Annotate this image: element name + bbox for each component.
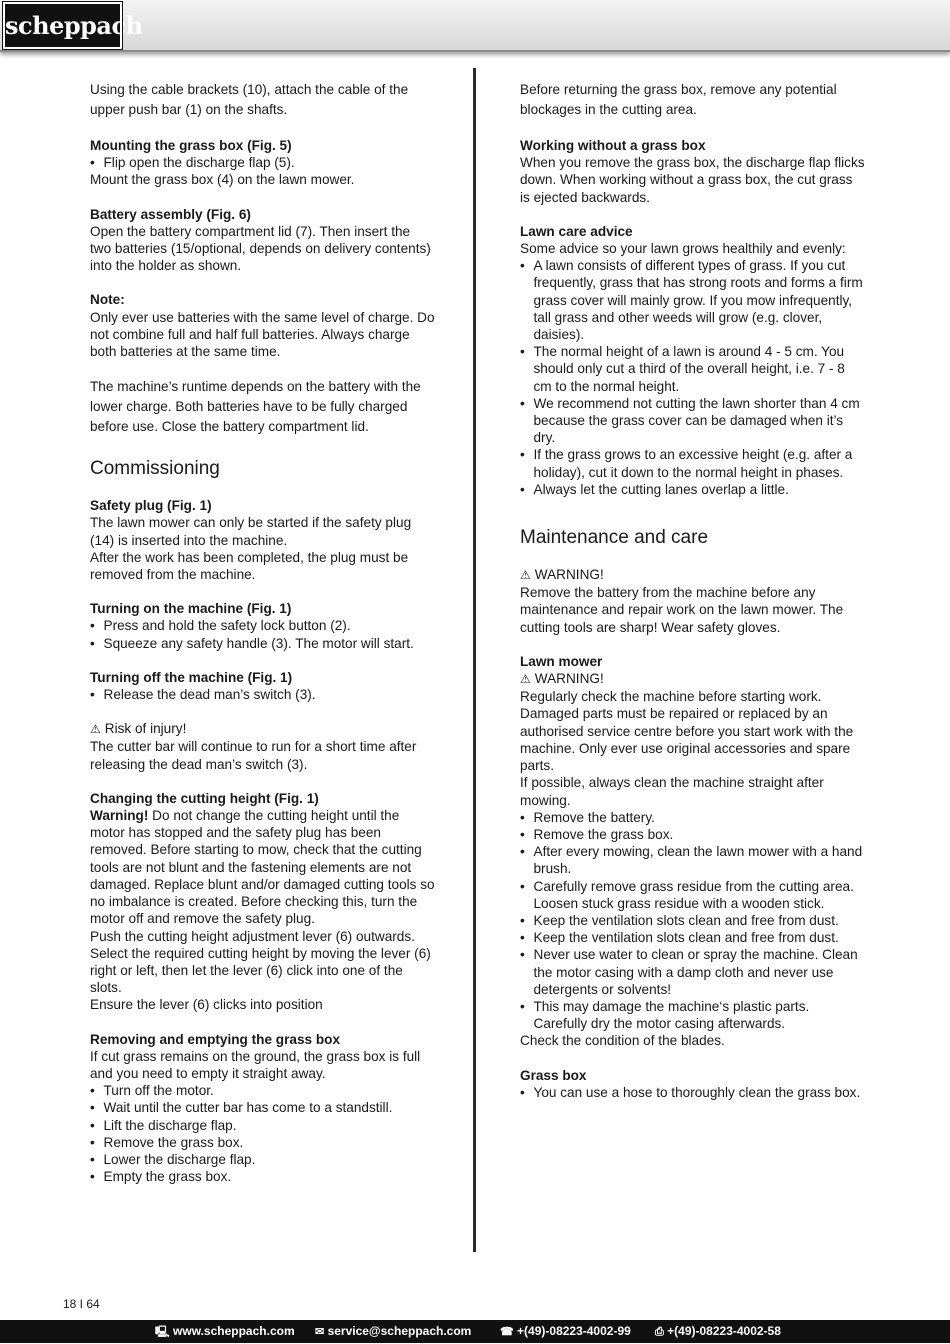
list-item: • This may damage the machine‘s plastic parts. Carefully dry the motor casing afterwards.	[520, 998, 865, 1032]
intro-paragraph: Before returning the grass box, remove any potential blockages in the cutting area.	[520, 82, 837, 117]
list-grass-box	[520, 1084, 865, 1101]
heading-grass-box: Grass box	[520, 1067, 587, 1083]
list-item: • Never use water to clean or spray the machine. Clean the motor casing with a damp cloth and never use detergents or solvents!	[520, 946, 865, 998]
warning-label: Warning!	[90, 808, 149, 824]
column-divider	[473, 68, 476, 1252]
list-item: • Lower the discharge flap.	[90, 1151, 435, 1168]
list-item: • Release the dead man’s switch (3).	[90, 686, 435, 703]
list-item: • Always let the cutting lanes overlap a little.	[520, 481, 865, 498]
page-footer	[0, 1320, 950, 1343]
list-item: • Squeeze any safety handle (3). The motor will start.	[90, 635, 435, 652]
list-item: • Remove the battery.	[520, 809, 865, 826]
list-emptying	[90, 1082, 435, 1185]
list-item: • Empty the grass box.	[90, 1168, 435, 1185]
risk-warning	[90, 720, 435, 738]
paragraph: If cut grass remains on the ground, the grass box is full and you need to empty it straight away.	[90, 1048, 421, 1081]
heading-without-grass-box: Working without a grass box	[520, 138, 706, 153]
list-item: • The normal height of a lawn is around 4 - 5 cm. You should only cut a third of the overall height, i.e. 7 - 8 cm to the normal height.	[520, 343, 865, 395]
heading-note: Note:	[90, 292, 125, 308]
list-item: • After every mowing, clean the lawn mower with a hand brush.	[520, 843, 865, 877]
list-mounting	[90, 154, 435, 171]
paragraph: When you remove the grass box, the discharge flap flicks down. When working without a grass box, the cut grass is ejected backwards.	[520, 155, 865, 205]
paragraph: Only ever use batteries with the same level of charge. Do not combine full and half full batteries. Always charge both batteries at the same time.	[90, 309, 435, 360]
paragraph: The lawn mower can only be started if the safety plug (14) is inserted into the machine.	[90, 515, 412, 548]
paragraph: Open the battery compartment lid (7). Then insert the two batteries (15/optional, depends on delivery contents) into the holder as shown.	[90, 223, 431, 274]
right-column	[520, 80, 865, 1101]
list-item: • Flip open the discharge flap (5).	[90, 154, 435, 171]
heading-turning-on: Turning on the machine (Fig. 1)	[90, 601, 292, 617]
paragraph: The cutter bar will continue to run for a short time after releasing the dead man’s switch (3).	[90, 739, 417, 772]
paragraph: Ensure the lever (6) clicks into position	[90, 997, 323, 1013]
paragraph: After the work has been completed, the plug must be removed from the machine.	[90, 549, 409, 583]
list-item: • Press and hold the safety lock button (2).	[90, 617, 435, 634]
paragraph: The machine’s runtime depends on the battery with the lower charge. Both batteries have to be fully charged before use. Close the battery compartment lid.	[90, 379, 421, 435]
heading-mounting-grass-box: Mounting the grass box (Fig. 5)	[90, 138, 292, 153]
paragraph: Remove the battery from the machine before any maintenance and repair work on the lawn mower. The cutting tools are sharp! Wear safety gloves.	[520, 585, 844, 635]
list-turning-on	[90, 617, 435, 651]
footer-website[interactable]	[155, 1320, 295, 1344]
brand-logo: scheppach	[3, 2, 122, 49]
footer-phone	[500, 1320, 631, 1344]
paragraph	[90, 807, 435, 927]
heading-turning-off: Turning off the machine (Fig. 1)	[90, 669, 293, 685]
warning-label: WARNING!	[534, 671, 604, 687]
paragraph: Regularly check the machine before starting work. Damaged parts must be repaired or replaced by an authorised service centre before you start work with the machine. Only ever use original accessories and spare parts.	[520, 689, 854, 774]
heading-lawn-care: Lawn care advice	[520, 223, 633, 239]
list-item: • You can use a hose to thoroughly clean the grass box.	[520, 1084, 865, 1101]
phone-number: +(49)-08223-4002-99	[517, 1324, 631, 1338]
warning-triangle-icon	[90, 721, 105, 736]
fax-icon: ⎙	[655, 1326, 664, 1338]
paragraph: Check the condition of the blades.	[520, 1033, 725, 1049]
computer-icon: 🖳	[155, 1326, 170, 1338]
footer-email[interactable]	[315, 1320, 471, 1344]
left-column	[90, 80, 435, 1185]
phone-icon: ☎	[500, 1326, 514, 1338]
footer-fax	[655, 1320, 781, 1344]
list-item: • Keep the ventilation slots clean and free from dust.	[520, 929, 865, 946]
heading-emptying-grass-box: Removing and emptying the grass box	[90, 1031, 341, 1047]
heading-safety-plug: Safety plug (Fig. 1)	[90, 498, 212, 514]
fax-number: +(49)-08223-4002-58	[667, 1324, 781, 1338]
list-item: • We recommend not cutting the lawn shorter than 4 cm because the grass cover can be damaged when it’s dry.	[520, 395, 865, 447]
email-link[interactable]: service@scheppach.com	[327, 1324, 472, 1338]
list-item: • Keep the ventilation slots clean and free from dust.	[520, 912, 865, 929]
heading-cutting-height: Changing the cutting height (Fig. 1)	[90, 790, 319, 806]
section-title-commissioning: Commissioning	[90, 458, 220, 480]
list-lawn-care	[520, 257, 865, 498]
page-number: 18 I 64	[63, 1297, 100, 1311]
warning-line	[520, 670, 865, 688]
intro-paragraph: Using the cable brackets (10), attach the cable of the upper push bar (1) on the shafts.	[90, 82, 409, 117]
website-link[interactable]: www.scheppach.com	[173, 1324, 295, 1338]
list-cleaning	[520, 809, 865, 1033]
list-item: • A lawn consists of different types of grass. If you cut frequently, grass that has strong roots and forms a firm grass cover will mainly grow. If you mow infrequently, tall grass and other weeds will grow (e.g. clover, daisies).	[520, 257, 865, 343]
risk-label: Risk of injury!	[104, 721, 187, 737]
list-item: • Turn off the motor.	[90, 1082, 435, 1099]
mail-icon: ✉	[315, 1326, 325, 1338]
warning-triangle-icon	[520, 671, 535, 686]
warning-text: Do not change the cutting height until the motor has stopped and the safety plug has been removed. Before starting to mow, check that the cutting tools are not blunt and the fastening elements are not damaged. Replace blunt and/or damaged cutting tools so no imbalance is created. Before checking this, turn the motor off and remove the safety plug.	[90, 808, 435, 927]
section-title-maintenance: Maintenance and care	[520, 527, 709, 549]
heading-battery-assembly: Battery assembly (Fig. 6)	[90, 206, 251, 222]
list-item: • Carefully remove grass residue from the cutting area. Loosen stuck grass residue with a wooden stick.	[520, 878, 865, 912]
list-item: • Remove the grass box.	[90, 1134, 435, 1151]
list-item: • Lift the discharge flap.	[90, 1117, 435, 1134]
page-header	[0, 0, 950, 52]
list-item: • Remove the grass box.	[520, 826, 865, 843]
paragraph: Mount the grass box (4) on the lawn mower.	[90, 172, 355, 188]
paragraph: Push the cutting height adjustment lever (6) outwards. Select the required cutting height by moving the lever (6) right or left, then let the lever (6) click into one of the slots.	[90, 928, 431, 996]
list-item: • Wait until the cutter bar has come to a standstill.	[90, 1099, 435, 1116]
warning-triangle-icon	[520, 567, 535, 582]
heading-lawn-mower: Lawn mower	[520, 653, 603, 669]
paragraph: If possible, always clean the machine straight after mowing.	[520, 775, 824, 808]
list-turning-off	[90, 686, 435, 703]
list-item: • If the grass grows to an excessive height (e.g. after a holiday), cut it down to the normal height in phases.	[520, 446, 865, 480]
paragraph: Some advice so your lawn grows healthily and evenly:	[520, 241, 846, 257]
warning-line	[520, 566, 865, 584]
warning-label: WARNING!	[534, 567, 604, 583]
